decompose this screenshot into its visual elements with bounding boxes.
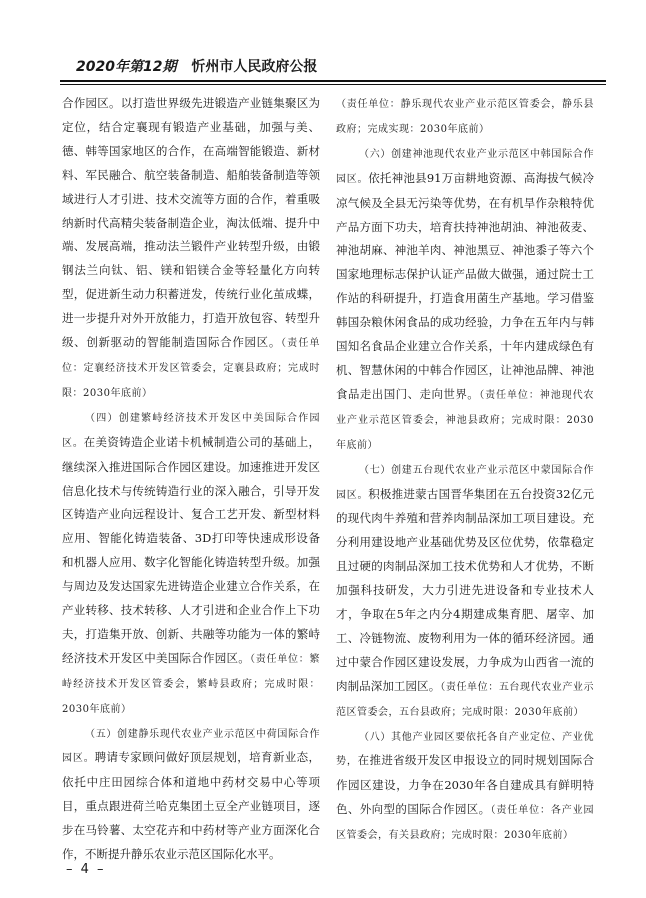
section-heading: （六）创建神池现代农业产业示范区中韩国际合作园区。 (336, 148, 594, 185)
right-column (336, 92, 594, 848)
paragraph (336, 725, 594, 849)
paragraph (62, 722, 320, 867)
responsibility-note: （责任单位：定襄经济技术开发区管委会，定襄县政府；完成时限：2030年底前） (62, 338, 321, 399)
section-heading: （四）创建繁峙经济技术开发区中美国际合作园区。 (62, 412, 320, 449)
body-text: 依托神池县91万亩耕地资源、高海拔气候冷凉气候及全县无污染等优势，在有机旱作杂粮特优产品方面下功夫，培育扶持神池胡油、神池莜麦、神池胡麻、神池羊肉、神池黑豆、神池黍子等六个国家地理标志保护认证产品做大做强，通过院士工作站的科研提升，打造食用菌生产基地。学习借鉴韩国杂粮休闲食品的成功经验，力争在五年内与韩国知名食品企业建立合作关系，十年内建成绿色有机、智慧休闲的中韩合作园区，让神池品牌、神池食品走出国门、走向世界。 (336, 170, 594, 401)
paragraph (336, 92, 594, 142)
body-text: 聘请专家顾问做好顶层规划，培育新业态，依托中庄田园综合体和道地中药材交易中心等项目，重点跟进荷兰哈克集团土豆全产业链项目，逐步在马铃薯、太空花卉和中药材等产业方面深化合作，不断提升静乐农业示范区国际化水平。 (62, 750, 321, 862)
responsibility-note: （责任单位：繁峙经济技术开发区管委会，繁峙县政府；完成时限：2030年底前） (62, 653, 320, 715)
paragraph (62, 406, 320, 722)
body-text: 积极推进蒙古国晋华集团在五台投资32亿元的现代肉牛养殖和营养肉制品深加工项目建设。充分利用建设地产业基础优势及区位优势，依靠稳定且过硬的肉制品深加工技术优势和人才优势，不断加强科技研发，大力引进先进设备和专业技术人才，争取在5年之内分4期建成集育肥、屠宰、加工、冷链物流、废物利用为一体的循环经济园。通过中蒙合作园区建设发展，力争成为山西省一流的肉制品深加工园区。 (336, 486, 594, 693)
left-column (62, 92, 320, 867)
responsibility-note: （责任单位：五台现代农业产业示范区管委会，五台县政府；完成时限：2030年底前） (336, 681, 595, 718)
section-heading: （五）创建静乐现代农业产业示范区中荷国际合作园区。 (62, 728, 320, 765)
issue-number: 2020年第12期 (76, 59, 177, 75)
header-rule-thin (60, 84, 606, 85)
responsibility-note: （责任单位：神池现代农业产业示范区管委会，神池县政府；完成时限：2030年底前） (336, 389, 595, 451)
page-number: – 4 – (66, 862, 106, 877)
section-heading: （八）其他产业园区要依托各自产业定位、产业优势， (336, 731, 594, 768)
responsibility-note: （责任单位：静乐现代农业产业示范区管委会，静乐县政府；完成实现：2030年底前） (336, 99, 594, 135)
paragraph (336, 458, 594, 725)
body-text: 在推进省级开发区申报设立的同时规划国际合作园区建设，力争在2030年各自建成具有鲜明特色、外向型的国际合作园区。 (336, 753, 595, 817)
paragraph (62, 92, 320, 406)
responsibility-note: （责任单位：各产业园区管委会，有关县政府；完成时限：2030年底前） (336, 805, 595, 842)
page-header (76, 56, 317, 76)
section-heading: （七）创建五台现代农业产业示范区中蒙国际合作园区。 (336, 464, 594, 501)
publication-title: 忻州市人民政府公报 (191, 59, 318, 75)
paragraph (336, 142, 594, 458)
body-text: 在美资铸造企业诺卡机械制造公司的基础上，继续深入推进国际合作园区建设。加速推进开发区信息化技术与传统铸造行业的深入融合，引导开发区铸造产业向远程设计、复合工艺开发、新型材料应用、智能化铸造装备、3D打印等快速成形设备和机器人应用、数字化智能化铸造转型升级。加强与周边及发达国家先进铸造企业建立合作关系，在产业转移、技术转移、人才引进和企业合作上下功夫，打造集开放、创新、共融等功能为一体的繁峙经济技术开发区中美国际合作园区。 (62, 434, 321, 665)
header-rule-thick (60, 80, 606, 82)
body-text: 合作园区。以打造世界级先进锻造产业链集聚区为定位，结合定襄现有锻造产业基础，加强与美、德、韩等国家地区的合作，在高端智能锻造、新材料、军民融合、航空装备制造、船舶装备制造等领域进行人才引进、技术交流等方面的合作，着重吸纳新时代高精尖装备制造企业，淘汰低端、提升中端、发展高端，推动法兰锻件产业转型升级，由锻钢法兰向钛、铝、镁和铝镁合金等轻量化方向转型，促进新生动力积蓄迸发，传统行业化茧成蝶，进一步提升对外开放能力，打造开放包容、转型升级、创新驱动的智能制造国际合作园区。 (62, 96, 320, 350)
